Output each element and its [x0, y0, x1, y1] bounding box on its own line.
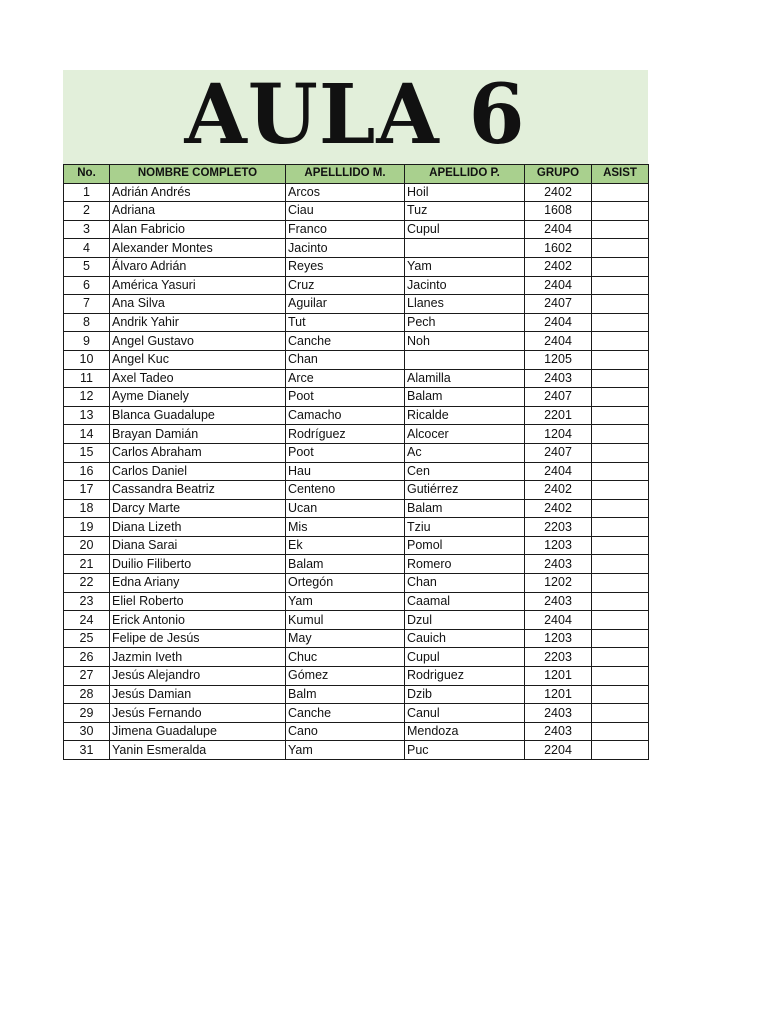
cell-grupo: 2201: [525, 406, 592, 425]
cell-apellido-m: Yam: [286, 741, 405, 760]
cell-grupo: 2403: [525, 555, 592, 574]
cell-nombre: Diana Sarai: [110, 536, 286, 555]
table-row: [64, 629, 649, 648]
cell-apellido-p: Chan: [405, 574, 525, 593]
table-row: [64, 183, 649, 202]
cell-asist[interactable]: [592, 574, 649, 593]
cell-no: 6: [64, 276, 110, 295]
attendance-table: [63, 164, 649, 760]
table-row: [64, 741, 649, 760]
cell-no: 19: [64, 518, 110, 537]
cell-nombre: Adriana: [110, 202, 286, 221]
table-row: [64, 239, 649, 258]
table-row: [64, 388, 649, 407]
cell-no: 28: [64, 685, 110, 704]
cell-nombre: Felipe de Jesús: [110, 629, 286, 648]
cell-asist[interactable]: [592, 313, 649, 332]
cell-apellido-p: Romero: [405, 555, 525, 574]
cell-grupo: 2404: [525, 332, 592, 351]
cell-nombre: Blanca Guadalupe: [110, 406, 286, 425]
cell-asist[interactable]: [592, 741, 649, 760]
table-row: [64, 369, 649, 388]
cell-nombre: Jesús Alejandro: [110, 667, 286, 686]
cell-nombre: Jazmin Iveth: [110, 648, 286, 667]
title-band: [63, 67, 648, 164]
cell-apellido-p: Balam: [405, 388, 525, 407]
cell-no: 20: [64, 536, 110, 555]
cell-no: 14: [64, 425, 110, 444]
cell-grupo: 2203: [525, 648, 592, 667]
cell-asist[interactable]: [592, 704, 649, 723]
table-row: [64, 332, 649, 351]
cell-asist[interactable]: [592, 648, 649, 667]
cell-apellido-m: Hau: [286, 462, 405, 481]
cell-apellido-p: Ac: [405, 443, 525, 462]
cell-asist[interactable]: [592, 555, 649, 574]
table-row: [64, 704, 649, 723]
cell-no: 27: [64, 667, 110, 686]
cell-nombre: Eliel Roberto: [110, 592, 286, 611]
cell-apellido-m: Franco: [286, 220, 405, 239]
cell-nombre: Diana Lizeth: [110, 518, 286, 537]
cell-apellido-m: Ucan: [286, 499, 405, 518]
table-row: [64, 499, 649, 518]
cell-asist[interactable]: [592, 332, 649, 351]
cell-asist[interactable]: [592, 406, 649, 425]
header-apellido-m: APELLLIDO M.: [286, 165, 405, 184]
cell-no: 24: [64, 611, 110, 630]
cell-no: 13: [64, 406, 110, 425]
table-row: [64, 443, 649, 462]
cell-nombre: Edna Ariany: [110, 574, 286, 593]
cell-apellido-p: Alcocer: [405, 425, 525, 444]
cell-nombre: Angel Gustavo: [110, 332, 286, 351]
cell-asist[interactable]: [592, 462, 649, 481]
cell-asist[interactable]: [592, 722, 649, 741]
cell-apellido-m: Canche: [286, 332, 405, 351]
table-row: [64, 350, 649, 369]
cell-grupo: 2407: [525, 388, 592, 407]
cell-no: 17: [64, 481, 110, 500]
cell-no: 30: [64, 722, 110, 741]
cell-apellido-p: Balam: [405, 499, 525, 518]
header-no: No.: [64, 165, 110, 184]
cell-apellido-m: Poot: [286, 443, 405, 462]
cell-nombre: Jesús Damian: [110, 685, 286, 704]
cell-no: 21: [64, 555, 110, 574]
cell-grupo: 2204: [525, 741, 592, 760]
cell-asist[interactable]: [592, 239, 649, 258]
cell-nombre: Angel Kuc: [110, 350, 286, 369]
table-row: [64, 722, 649, 741]
cell-apellido-m: Yam: [286, 592, 405, 611]
table-row: [64, 536, 649, 555]
cell-grupo: 1201: [525, 685, 592, 704]
cell-nombre: Cassandra Beatriz: [110, 481, 286, 500]
cell-apellido-p: Cupul: [405, 220, 525, 239]
cell-nombre: Yanin Esmeralda: [110, 741, 286, 760]
cell-apellido-p: Alamilla: [405, 369, 525, 388]
cell-asist[interactable]: [592, 350, 649, 369]
header-nombre: NOMBRE COMPLETO: [110, 165, 286, 184]
cell-asist[interactable]: [592, 667, 649, 686]
cell-nombre: Erick Antonio: [110, 611, 286, 630]
cell-apellido-p: Hoil: [405, 183, 525, 202]
cell-grupo: 2402: [525, 183, 592, 202]
cell-apellido-p: Rodriguez: [405, 667, 525, 686]
table-row: [64, 313, 649, 332]
cell-grupo: 2402: [525, 257, 592, 276]
cell-grupo: 1203: [525, 629, 592, 648]
cell-no: 2: [64, 202, 110, 221]
cell-apellido-p: Tuz: [405, 202, 525, 221]
cell-grupo: 2402: [525, 481, 592, 500]
cell-nombre: Jimena Guadalupe: [110, 722, 286, 741]
cell-apellido-m: Rodríguez: [286, 425, 405, 444]
table-row: [64, 220, 649, 239]
cell-asist[interactable]: [592, 518, 649, 537]
cell-grupo: 2404: [525, 462, 592, 481]
cell-no: 8: [64, 313, 110, 332]
cell-apellido-m: Balm: [286, 685, 405, 704]
cell-apellido-m: Poot: [286, 388, 405, 407]
cell-grupo: 1204: [525, 425, 592, 444]
cell-apellido-m: Arce: [286, 369, 405, 388]
cell-no: 10: [64, 350, 110, 369]
table-row: [64, 648, 649, 667]
cell-nombre: Darcy Marte: [110, 499, 286, 518]
table-row: [64, 257, 649, 276]
cell-apellido-p: Noh: [405, 332, 525, 351]
cell-apellido-p: Jacinto: [405, 276, 525, 295]
cell-asist[interactable]: [592, 202, 649, 221]
cell-asist[interactable]: [592, 611, 649, 630]
table-row: [64, 462, 649, 481]
cell-apellido-m: Ciau: [286, 202, 405, 221]
cell-nombre: Axel Tadeo: [110, 369, 286, 388]
cell-apellido-m: Kumul: [286, 611, 405, 630]
cell-asist[interactable]: [592, 257, 649, 276]
cell-apellido-m: Centeno: [286, 481, 405, 500]
cell-nombre: Carlos Daniel: [110, 462, 286, 481]
cell-nombre: Andrik Yahir: [110, 313, 286, 332]
cell-no: 1: [64, 183, 110, 202]
cell-no: 15: [64, 443, 110, 462]
cell-apellido-m: Canche: [286, 704, 405, 723]
cell-no: 26: [64, 648, 110, 667]
cell-grupo: 2403: [525, 722, 592, 741]
cell-no: 18: [64, 499, 110, 518]
cell-apellido-p: Tziu: [405, 518, 525, 537]
cell-apellido-p: Cauich: [405, 629, 525, 648]
cell-no: 23: [64, 592, 110, 611]
cell-grupo: 2404: [525, 611, 592, 630]
cell-no: 12: [64, 388, 110, 407]
cell-asist[interactable]: [592, 592, 649, 611]
cell-grupo: 2404: [525, 276, 592, 295]
cell-apellido-p: Ricalde: [405, 406, 525, 425]
cell-apellido-p: [405, 350, 525, 369]
table-row: [64, 555, 649, 574]
table-row: [64, 667, 649, 686]
cell-apellido-m: Chuc: [286, 648, 405, 667]
cell-apellido-p: Pomol: [405, 536, 525, 555]
cell-apellido-p: Pech: [405, 313, 525, 332]
cell-apellido-m: Ek: [286, 536, 405, 555]
cell-no: 3: [64, 220, 110, 239]
table-row: [64, 592, 649, 611]
table-row: [64, 276, 649, 295]
cell-asist[interactable]: [592, 369, 649, 388]
cell-nombre: Duilio Filiberto: [110, 555, 286, 574]
cell-asist[interactable]: [592, 481, 649, 500]
header-apellido-p: APELLIDO P.: [405, 165, 525, 184]
cell-nombre: Carlos Abraham: [110, 443, 286, 462]
cell-apellido-p: Gutiérrez: [405, 481, 525, 500]
cell-asist[interactable]: [592, 276, 649, 295]
page-title: AULA 6: [184, 67, 527, 163]
cell-nombre: América Yasuri: [110, 276, 286, 295]
cell-nombre: Ana Silva: [110, 295, 286, 314]
cell-apellido-m: Camacho: [286, 406, 405, 425]
cell-nombre: Brayan Damián: [110, 425, 286, 444]
cell-no: 31: [64, 741, 110, 760]
attendance-sheet: [63, 67, 648, 760]
cell-asist[interactable]: [592, 220, 649, 239]
cell-grupo: 1203: [525, 536, 592, 555]
cell-apellido-p: Caamal: [405, 592, 525, 611]
cell-no: 29: [64, 704, 110, 723]
cell-apellido-p: Mendoza: [405, 722, 525, 741]
cell-grupo: 1202: [525, 574, 592, 593]
table-row: [64, 685, 649, 704]
table-header-row: [64, 165, 649, 184]
cell-grupo: 1602: [525, 239, 592, 258]
cell-no: 25: [64, 629, 110, 648]
cell-grupo: 2404: [525, 313, 592, 332]
cell-apellido-m: Ortegón: [286, 574, 405, 593]
cell-no: 9: [64, 332, 110, 351]
cell-asist[interactable]: [592, 425, 649, 444]
cell-no: 7: [64, 295, 110, 314]
table-row: [64, 406, 649, 425]
cell-no: 4: [64, 239, 110, 258]
cell-apellido-p: Yam: [405, 257, 525, 276]
cell-nombre: Jesús Fernando: [110, 704, 286, 723]
cell-apellido-m: Gómez: [286, 667, 405, 686]
cell-grupo: 2403: [525, 369, 592, 388]
cell-nombre: Adrián Andrés: [110, 183, 286, 202]
cell-asist[interactable]: [592, 183, 649, 202]
cell-asist[interactable]: [592, 536, 649, 555]
cell-asist[interactable]: [592, 295, 649, 314]
cell-grupo: 2407: [525, 443, 592, 462]
cell-apellido-p: Puc: [405, 741, 525, 760]
cell-grupo: 2407: [525, 295, 592, 314]
cell-apellido-m: Cruz: [286, 276, 405, 295]
cell-apellido-m: Cano: [286, 722, 405, 741]
cell-grupo: 2404: [525, 220, 592, 239]
table-row: [64, 574, 649, 593]
cell-asist[interactable]: [592, 443, 649, 462]
cell-grupo: 1205: [525, 350, 592, 369]
cell-no: 11: [64, 369, 110, 388]
cell-apellido-m: Aguilar: [286, 295, 405, 314]
cell-grupo: 2403: [525, 704, 592, 723]
cell-apellido-p: Cen: [405, 462, 525, 481]
table-body: [64, 183, 649, 759]
table-row: [64, 425, 649, 444]
cell-asist[interactable]: [592, 629, 649, 648]
cell-asist[interactable]: [592, 388, 649, 407]
table-row: [64, 295, 649, 314]
cell-apellido-m: Arcos: [286, 183, 405, 202]
cell-nombre: Alexander Montes: [110, 239, 286, 258]
cell-asist[interactable]: [592, 499, 649, 518]
header-grupo: GRUPO: [525, 165, 592, 184]
cell-no: 5: [64, 257, 110, 276]
cell-apellido-p: Canul: [405, 704, 525, 723]
cell-apellido-p: [405, 239, 525, 258]
table-row: [64, 518, 649, 537]
cell-grupo: 1201: [525, 667, 592, 686]
cell-grupo: 1608: [525, 202, 592, 221]
cell-nombre: Alan Fabricio: [110, 220, 286, 239]
cell-no: 16: [64, 462, 110, 481]
table-row: [64, 202, 649, 221]
cell-asist[interactable]: [592, 685, 649, 704]
cell-nombre: Álvaro Adrián: [110, 257, 286, 276]
cell-nombre: Ayme Dianely: [110, 388, 286, 407]
cell-apellido-m: Balam: [286, 555, 405, 574]
table-row: [64, 611, 649, 630]
cell-apellido-m: Tut: [286, 313, 405, 332]
cell-apellido-m: Jacinto: [286, 239, 405, 258]
table-row: [64, 481, 649, 500]
cell-no: 22: [64, 574, 110, 593]
cell-apellido-m: May: [286, 629, 405, 648]
cell-grupo: 2402: [525, 499, 592, 518]
cell-apellido-m: Chan: [286, 350, 405, 369]
cell-apellido-p: Llanes: [405, 295, 525, 314]
cell-grupo: 2403: [525, 592, 592, 611]
cell-grupo: 2203: [525, 518, 592, 537]
cell-apellido-m: Mis: [286, 518, 405, 537]
cell-apellido-p: Cupul: [405, 648, 525, 667]
cell-apellido-m: Reyes: [286, 257, 405, 276]
header-asist: ASIST: [592, 165, 649, 184]
cell-apellido-p: Dzib: [405, 685, 525, 704]
cell-apellido-p: Dzul: [405, 611, 525, 630]
